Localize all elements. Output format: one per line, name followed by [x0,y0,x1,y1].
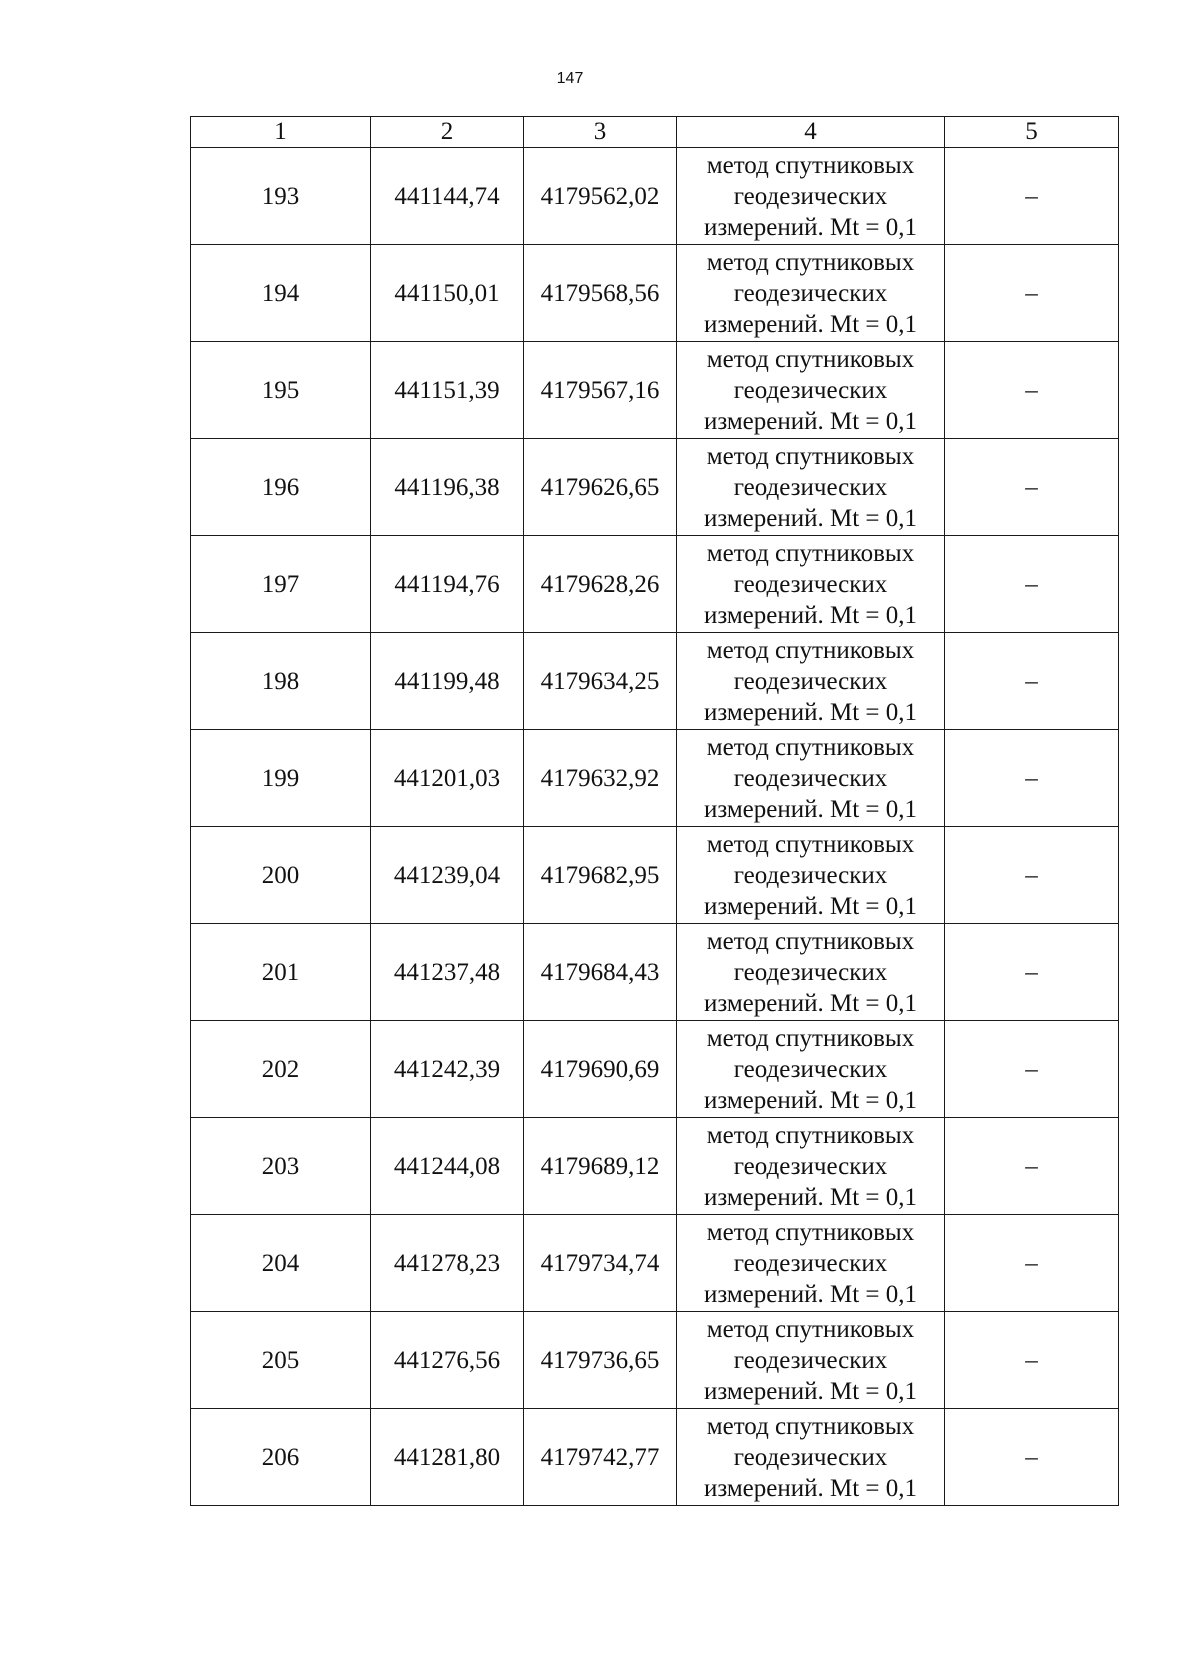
note-cell: – [945,439,1119,536]
note-cell: – [945,924,1119,1021]
note-cell: – [945,730,1119,827]
x-coordinate-cell: 441276,56 [371,1312,524,1409]
note-cell: – [945,536,1119,633]
x-coordinate-cell: 441244,08 [371,1118,524,1215]
x-coordinate-cell: 441239,04 [371,827,524,924]
point-number-cell: 196 [191,439,371,536]
method-cell: метод спутниковых геодезических измерений. Mt = 0,1 [677,439,945,536]
y-coordinate-cell: 4179684,43 [524,924,677,1021]
method-cell: метод спутниковых геодезических измерений. Mt = 0,1 [677,342,945,439]
table-row [191,633,1119,730]
y-coordinate-cell: 4179562,02 [524,148,677,245]
table-header [191,117,1119,148]
method-cell: метод спутниковых геодезических измерений. Mt = 0,1 [677,1409,945,1506]
y-coordinate-cell: 4179628,26 [524,536,677,633]
y-coordinate-cell: 4179736,65 [524,1312,677,1409]
y-coordinate-cell: 4179634,25 [524,633,677,730]
point-number-cell: 195 [191,342,371,439]
table-row [191,1021,1119,1118]
column-header-3: 3 [524,117,677,148]
coordinates-table [190,116,1119,1506]
method-cell: метод спутниковых геодезических измерений. Mt = 0,1 [677,148,945,245]
point-number-cell: 201 [191,924,371,1021]
note-cell: – [945,1021,1119,1118]
x-coordinate-cell: 441194,76 [371,536,524,633]
point-number-cell: 203 [191,1118,371,1215]
note-cell: – [945,342,1119,439]
point-number-cell: 197 [191,536,371,633]
table-row [191,536,1119,633]
method-cell: метод спутниковых геодезических измерений. Mt = 0,1 [677,1118,945,1215]
method-cell: метод спутниковых геодезических измерений. Mt = 0,1 [677,1215,945,1312]
method-cell: метод спутниковых геодезических измерений. Mt = 0,1 [677,245,945,342]
note-cell: – [945,1118,1119,1215]
x-coordinate-cell: 441199,48 [371,633,524,730]
y-coordinate-cell: 4179682,95 [524,827,677,924]
note-cell: – [945,827,1119,924]
table-body [191,148,1119,1506]
x-coordinate-cell: 441242,39 [371,1021,524,1118]
table-row [191,924,1119,1021]
y-coordinate-cell: 4179742,77 [524,1409,677,1506]
table-row [191,1409,1119,1506]
point-number-cell: 200 [191,827,371,924]
x-coordinate-cell: 441150,01 [371,245,524,342]
point-number-cell: 198 [191,633,371,730]
table-row [191,1215,1119,1312]
column-header-2: 2 [371,117,524,148]
method-cell: метод спутниковых геодезических измерений. Mt = 0,1 [677,1021,945,1118]
method-cell: метод спутниковых геодезических измерений. Mt = 0,1 [677,633,945,730]
point-number-cell: 205 [191,1312,371,1409]
y-coordinate-cell: 4179734,74 [524,1215,677,1312]
method-cell: метод спутниковых геодезических измерений. Mt = 0,1 [677,924,945,1021]
y-coordinate-cell: 4179689,12 [524,1118,677,1215]
y-coordinate-cell: 4179567,16 [524,342,677,439]
note-cell: – [945,1215,1119,1312]
note-cell: – [945,245,1119,342]
table-row [191,1312,1119,1409]
x-coordinate-cell: 441196,38 [371,439,524,536]
x-coordinate-cell: 441278,23 [371,1215,524,1312]
table-row [191,730,1119,827]
point-number-cell: 202 [191,1021,371,1118]
note-cell: – [945,148,1119,245]
method-cell: метод спутниковых геодезических измерений. Mt = 0,1 [677,730,945,827]
column-header-4: 4 [677,117,945,148]
method-cell: метод спутниковых геодезических измерений. Mt = 0,1 [677,536,945,633]
table-row [191,827,1119,924]
y-coordinate-cell: 4179626,65 [524,439,677,536]
page-number: 147 [556,70,584,87]
column-header-5: 5 [945,117,1119,148]
table-row [191,439,1119,536]
point-number-cell: 199 [191,730,371,827]
y-coordinate-cell: 4179568,56 [524,245,677,342]
y-coordinate-cell: 4179632,92 [524,730,677,827]
header-row [191,117,1119,148]
x-coordinate-cell: 441151,39 [371,342,524,439]
method-cell: метод спутниковых геодезических измерений. Mt = 0,1 [677,827,945,924]
x-coordinate-cell: 441281,80 [371,1409,524,1506]
x-coordinate-cell: 441237,48 [371,924,524,1021]
note-cell: – [945,633,1119,730]
note-cell: – [945,1409,1119,1506]
table-row [191,245,1119,342]
note-cell: – [945,1312,1119,1409]
y-coordinate-cell: 4179690,69 [524,1021,677,1118]
point-number-cell: 206 [191,1409,371,1506]
method-cell: метод спутниковых геодезических измерений. Mt = 0,1 [677,1312,945,1409]
point-number-cell: 204 [191,1215,371,1312]
table-row [191,1118,1119,1215]
x-coordinate-cell: 441144,74 [371,148,524,245]
table-row [191,148,1119,245]
point-number-cell: 194 [191,245,371,342]
x-coordinate-cell: 441201,03 [371,730,524,827]
table-row [191,342,1119,439]
column-header-1: 1 [191,117,371,148]
point-number-cell: 193 [191,148,371,245]
